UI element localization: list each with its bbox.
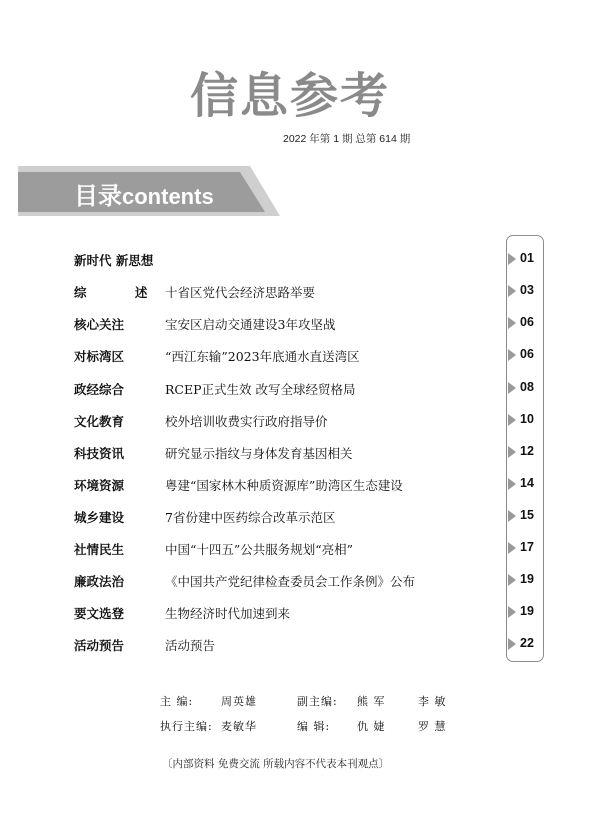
arrow-icon bbox=[508, 349, 516, 361]
deputy-editor-name: 李 敏 bbox=[418, 695, 447, 708]
toc-page: 14 bbox=[520, 476, 534, 490]
editor-label: 编 辑: bbox=[297, 720, 331, 733]
chief-editor-label: 主 编: bbox=[160, 695, 194, 708]
toc-title: 7省份建中医药综合改革示范区 bbox=[165, 510, 336, 525]
disclaimer-footer: 〔内部资料 免费交流 所载内容不代表本刊观点〕 bbox=[162, 758, 390, 770]
arrow-icon bbox=[508, 606, 516, 618]
toc-category: 廉政法治 bbox=[74, 574, 125, 589]
toc-category: 城乡建设 bbox=[74, 510, 125, 525]
contents-banner bbox=[18, 166, 280, 216]
toc-category: 核心关注 bbox=[74, 317, 125, 332]
toc-title: 中国“十四五”公共服务规划“亮相” bbox=[165, 542, 354, 557]
arrow-icon bbox=[508, 478, 516, 490]
toc-row[interactable] bbox=[0, 570, 607, 592]
toc-row[interactable] bbox=[0, 602, 607, 624]
staff-line-1 bbox=[0, 693, 607, 711]
toc-category: 环境资源 bbox=[74, 478, 125, 493]
toc-page: 01 bbox=[520, 251, 534, 265]
toc-page: 15 bbox=[520, 508, 534, 522]
editor-name: 仇 婕 bbox=[357, 720, 386, 733]
banner-title bbox=[74, 176, 214, 211]
toc-title: 十省区党代会经济思路举要 bbox=[165, 285, 316, 300]
toc-page: 12 bbox=[520, 444, 534, 458]
toc-title: RCEP正式生效 改写全球经贸格局 bbox=[165, 382, 356, 397]
toc-category: 活动预告 bbox=[74, 638, 125, 653]
toc-row[interactable] bbox=[0, 378, 607, 400]
toc-category: 要文选登 bbox=[74, 606, 125, 621]
arrow-icon bbox=[508, 446, 516, 458]
toc-page: 10 bbox=[520, 412, 534, 426]
toc-row[interactable] bbox=[0, 474, 607, 496]
toc-page: 19 bbox=[520, 572, 534, 586]
deputy-editor-name: 熊 军 bbox=[357, 695, 386, 708]
exec-editor-name: 麦敏华 bbox=[221, 720, 257, 733]
toc-category: 科技资讯 bbox=[74, 446, 125, 461]
arrow-icon bbox=[508, 285, 516, 297]
toc-title: “西江东输”2023年底通水直送湾区 bbox=[165, 349, 360, 364]
toc-page: 22 bbox=[520, 636, 534, 650]
toc-title: 校外培训收费实行政府指导价 bbox=[165, 414, 328, 429]
chief-editor-name: 周英雄 bbox=[221, 695, 257, 708]
toc-row[interactable] bbox=[0, 442, 607, 464]
toc-category: 社情民生 bbox=[74, 542, 125, 557]
toc-row[interactable] bbox=[0, 281, 607, 303]
arrow-icon bbox=[508, 253, 516, 265]
toc-page: 06 bbox=[520, 347, 534, 361]
arrow-icon bbox=[508, 382, 516, 394]
arrow-icon bbox=[508, 510, 516, 522]
toc-category: 综 述 bbox=[74, 285, 170, 300]
toc-row[interactable] bbox=[0, 313, 607, 335]
arrow-icon bbox=[508, 574, 516, 586]
toc-page: 08 bbox=[520, 380, 534, 394]
toc-row[interactable] bbox=[0, 249, 607, 271]
toc-category: 政经综合 bbox=[74, 382, 125, 397]
editor-name: 罗 慧 bbox=[418, 720, 447, 733]
banner-en: contents bbox=[122, 184, 214, 209]
exec-editor-label: 执行主编: bbox=[160, 720, 213, 733]
toc-page: 17 bbox=[520, 540, 534, 554]
toc-category: 文化教育 bbox=[74, 414, 125, 429]
arrow-icon bbox=[508, 542, 516, 554]
toc-page: 06 bbox=[520, 315, 534, 329]
toc-title: 粤建“国家林木种质资源库”助湾区生态建设 bbox=[165, 478, 403, 493]
deputy-editor-label: 副主编: bbox=[297, 695, 338, 708]
arrow-icon bbox=[508, 317, 516, 329]
toc-row[interactable] bbox=[0, 506, 607, 528]
toc-title: 研究显示指纹与身体发育基因相关 bbox=[165, 446, 353, 461]
toc-row[interactable] bbox=[0, 345, 607, 367]
staff-line-2 bbox=[0, 718, 607, 736]
toc-title: 《中国共产党纪律检查委员会工作条例》公布 bbox=[165, 574, 416, 589]
toc-row[interactable] bbox=[0, 410, 607, 432]
toc-category: 新时代 新思想 bbox=[74, 253, 154, 268]
arrow-icon bbox=[508, 638, 516, 650]
toc-row[interactable] bbox=[0, 538, 607, 560]
toc-page: 03 bbox=[520, 283, 534, 297]
arrow-icon bbox=[508, 414, 516, 426]
issue-number: 2022 年第 1 期 总第 614 期 bbox=[283, 133, 411, 145]
toc-title: 生物经济时代加速到来 bbox=[165, 606, 291, 621]
toc-title: 宝安区启动交通建设3年攻坚战 bbox=[165, 317, 336, 332]
toc-category: 对标湾区 bbox=[74, 349, 125, 364]
toc-page: 19 bbox=[520, 604, 534, 618]
banner-zh: 目录 bbox=[74, 182, 122, 210]
toc-row[interactable] bbox=[0, 634, 607, 656]
masthead-title: 信息参考 bbox=[190, 68, 391, 124]
toc-title: 活动预告 bbox=[165, 638, 216, 653]
